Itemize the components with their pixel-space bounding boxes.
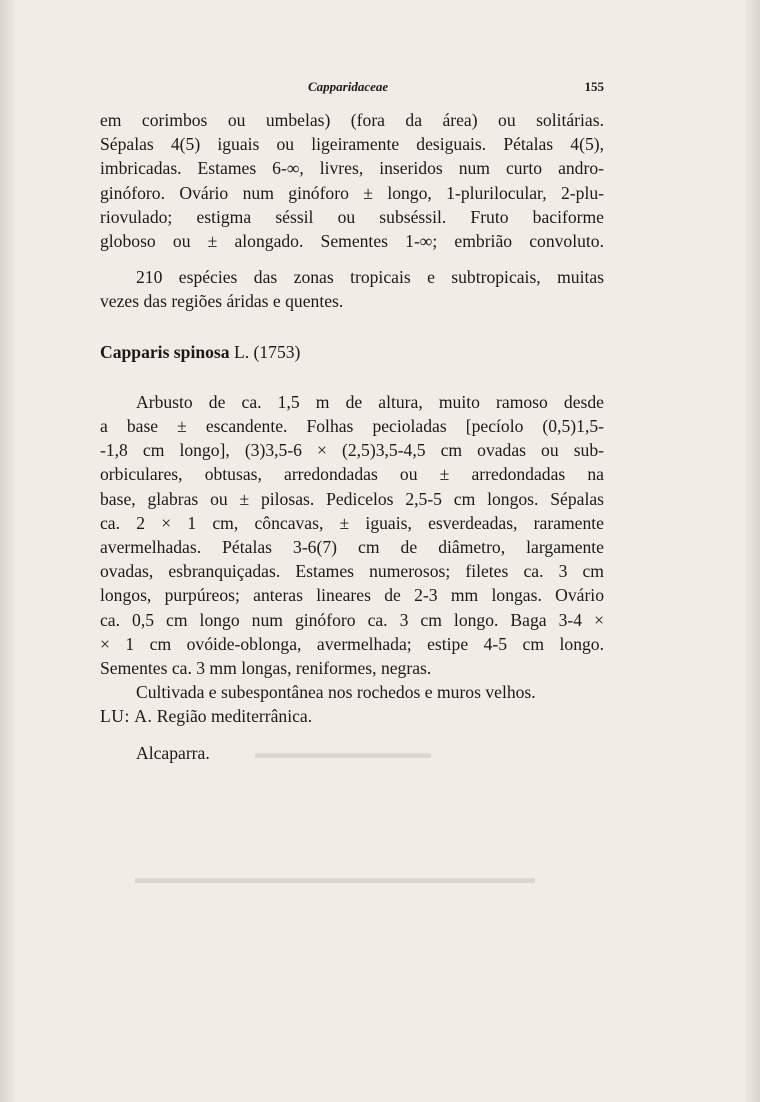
text-line: base, glabras ou ± pilosas. Pedicelos 2,5-5 cm longos. Sépalas	[100, 488, 604, 509]
text-line: Sépalas 4(5) iguais ou ligeiramente desiguais. Pétalas 4(5),	[100, 134, 604, 155]
show-through-text: ▬▬▬▬▬▬▬▬▬▬▬	[255, 745, 431, 762]
page-number: 155	[584, 79, 604, 94]
text-line: longos, purpúreos; anteras lineares de 2-3 mm longas. Ovário	[100, 585, 604, 606]
text-line: imbricadas. Estames 6-∞, livres, inseridos num curto andro-	[100, 158, 604, 179]
text-line: em corimbos ou umbelas) (fora da área) ou solitárias.	[100, 110, 604, 130]
running-head	[100, 78, 604, 96]
species-name: Capparis spinosa	[100, 341, 230, 362]
text-line: a base ± escandente. Folhas pecioladas [pecíolo (0,5)1,5-	[100, 416, 604, 437]
text-line: × 1 cm ovóide-oblonga, avermelhada; estipe 4-5 cm longo.	[100, 633, 604, 654]
page-right-edge	[746, 0, 760, 1102]
text-line: ovadas, esbranquiçadas. Estames numerosos; filetes ca. 3 cm	[100, 561, 604, 582]
text-line: Sementes ca. 3 mm longas, reniformes, negras.	[100, 658, 432, 679]
page-left-edge	[0, 0, 14, 1102]
distribution-region-code: A.	[134, 706, 153, 727]
text-line: riovulado; estigma séssil ou subséssil. Fruto baciforme	[100, 206, 604, 227]
text-line: ca. 0,5 cm longo num ginóforo ca. 3 cm longo. Baga 3-4 ×	[100, 609, 604, 630]
document-page	[100, 78, 604, 765]
species-author: L. (1753)	[233, 341, 301, 362]
text-line: ca. 2 × 1 cm, côncavas, ± iguais, esverdeadas, raramente	[100, 512, 604, 533]
species-description	[100, 390, 604, 680]
text-line: vezes das regiões áridas e quentes.	[100, 291, 344, 312]
text-line: orbiculares, obtusas, arredondadas ou ± arredondadas na	[100, 464, 604, 485]
common-name: Alcaparra.	[136, 742, 210, 763]
distribution-region: Região mediterrânica.	[156, 706, 313, 727]
text-line: 210 espécies das zonas tropicais e subtropicais, muitas	[136, 267, 604, 288]
family-title: Capparidaceae	[308, 79, 389, 94]
distribution-line	[100, 704, 604, 728]
text-line: globoso ou ± alongado. Sementes 1-∞; embrião convoluto.	[100, 231, 604, 252]
species-heading	[100, 340, 604, 364]
text-line: avermelhadas. Pétalas 3-6(7) cm de diâmetro, largamente	[100, 537, 604, 558]
text-line: ginóforo. Ovário num ginóforo ± longo, 1-plurilocular, 2-plu-	[100, 182, 604, 203]
text-line: Arbusto de ca. 1,5 m de altura, muito ramoso desde	[136, 391, 604, 412]
distribution-code: LU:	[100, 706, 130, 727]
family-description	[100, 108, 604, 253]
show-through-text: ▬▬▬▬▬▬▬▬▬▬▬▬▬▬▬▬▬▬▬▬▬▬▬▬▬	[135, 870, 535, 887]
habitat-line: Cultivada e subespontânea nos rochedos e muros velhos.	[136, 682, 536, 703]
species-count-paragraph	[100, 265, 604, 313]
text-line: -1,8 cm longo], (3)3,5-6 × (2,5)3,5-4,5 cm ovadas ou sub-	[100, 440, 604, 461]
